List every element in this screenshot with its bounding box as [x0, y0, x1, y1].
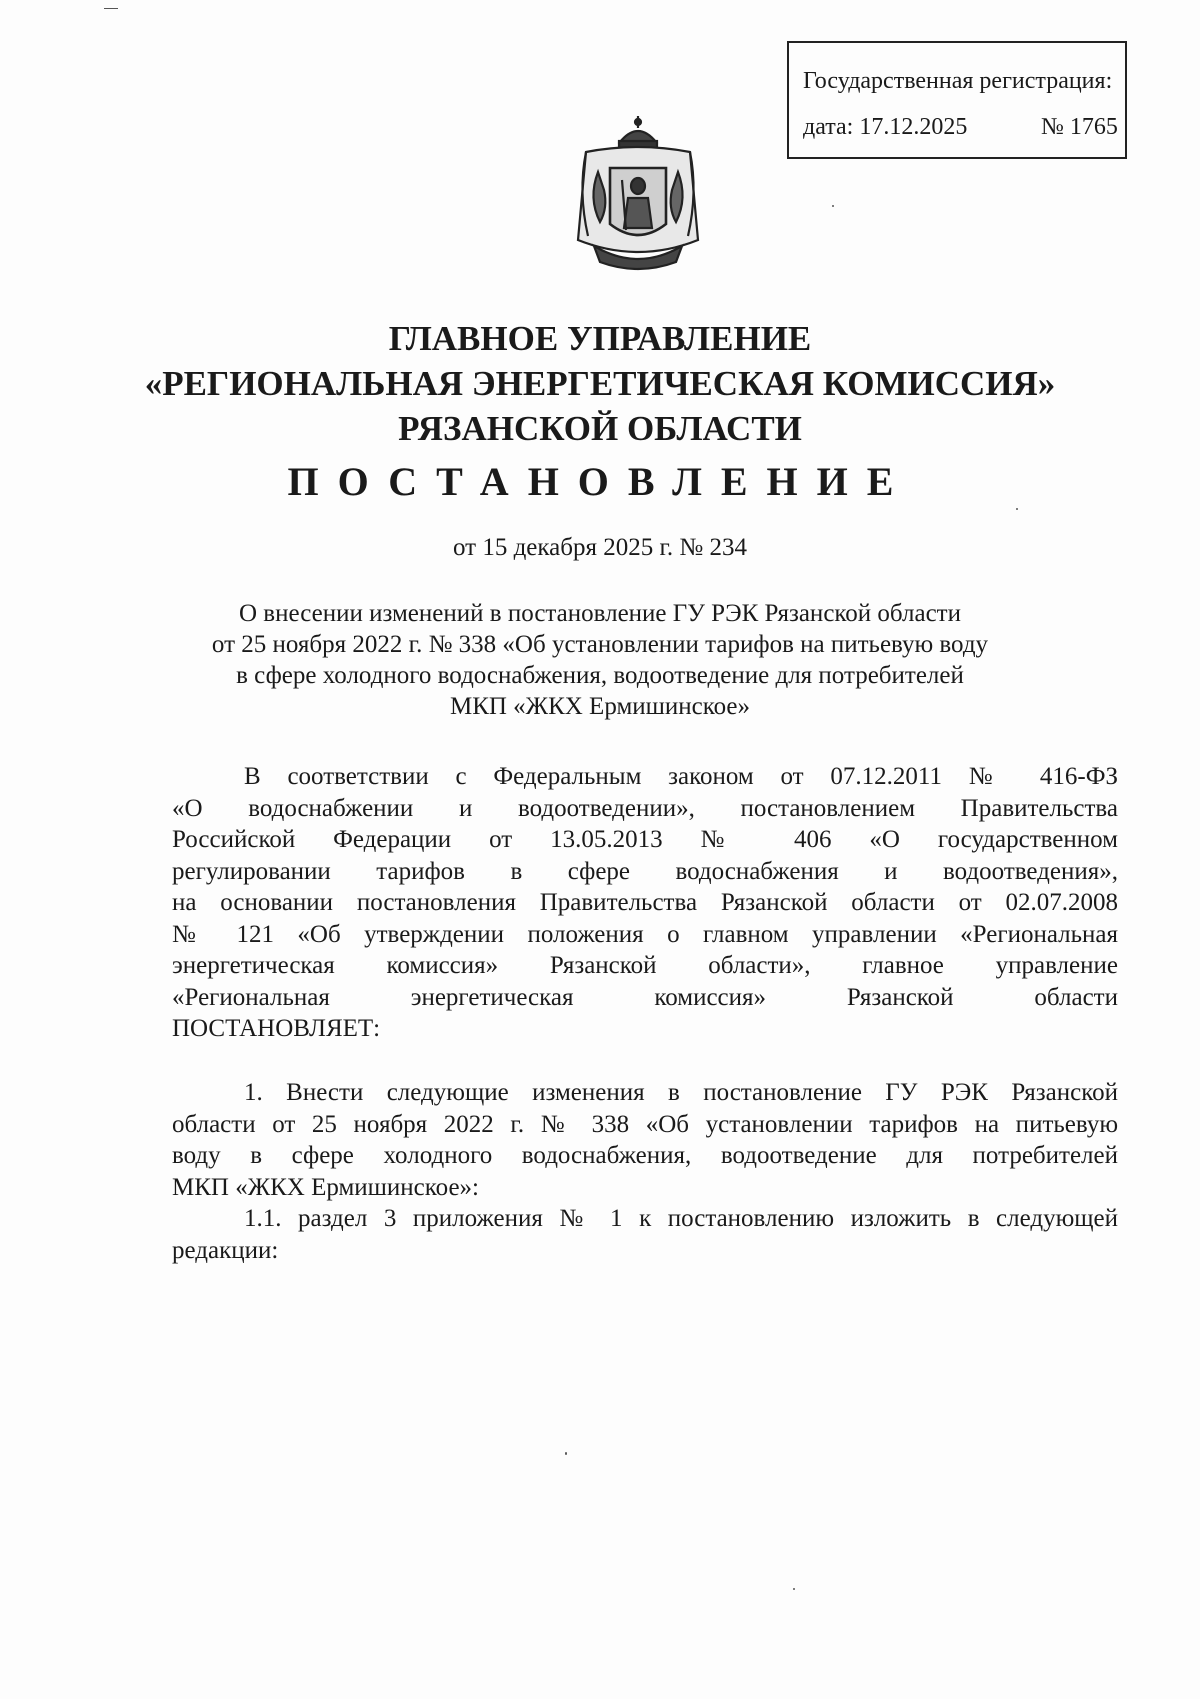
registration-date: дата: 17.12.2025: [803, 114, 968, 140]
scan-speck: [565, 1452, 567, 1455]
document-subject: [0, 598, 1200, 722]
preamble-paragraph: [172, 761, 1118, 1045]
paragraph-line: регулировании тарифов в сфере водоснабжения и водоотведения»,: [172, 857, 1118, 885]
paragraph-line: «О водоснабжении и водоотведении», постановлением Правительства: [172, 794, 1118, 822]
organization-header: [0, 316, 1200, 451]
scan-speck: [104, 8, 118, 9]
item-1-1-paragraph: [172, 1203, 1118, 1266]
document-date-number: от 15 декабря 2025 г. № 234: [452, 534, 748, 561]
header-line-3: РЯЗАНСКОЙ ОБЛАСТИ: [398, 409, 802, 448]
coat-of-arms-icon: [564, 112, 712, 276]
scan-speck: [832, 205, 834, 207]
paragraph-line: Российской Федерации от 13.05.2013 № 406 «О государственном: [172, 826, 1118, 853]
paragraph-line: воду в сфере холодного водоснабжения, водоотведение для потребителей: [172, 1142, 1118, 1169]
scan-speck: [1016, 508, 1018, 510]
paragraph-line: ПОСТАНОВЛЯЕТ:: [172, 1015, 381, 1042]
paragraph-line: области от 25 ноября 2022 г. № 338 «Об установлении тарифов на питьевую: [172, 1110, 1118, 1138]
paragraph-line: редакции:: [172, 1236, 279, 1264]
header-line-2: «РЕГИОНАЛЬНАЯ ЭНЕРГЕТИЧЕСКАЯ КОМИССИЯ»: [144, 364, 1056, 403]
subject-line: от 25 ноября 2022 г. № 338 «Об установлении тарифов на питьевую воду: [211, 631, 989, 658]
subject-line: МКП «ЖКХ Ермишинское»: [449, 693, 751, 720]
paragraph-line: 1. Внести следующие изменения в постановление ГУ РЭК Рязанской: [244, 1079, 1118, 1106]
subject-line: в сфере холодного водоснабжения, водоотведение для потребителей: [236, 662, 964, 689]
scan-speck: [793, 1588, 795, 1590]
subject-line: О внесении изменений в постановление ГУ РЭК Рязанской области: [239, 600, 961, 627]
paragraph-line: на основании постановления Правительства Рязанской области от 02.07.2008: [172, 889, 1118, 916]
paragraph-line: «Региональная энергетическая комиссия» Рязанской области: [172, 983, 1118, 1011]
registration-number: № 1765: [1041, 114, 1118, 140]
paragraph-line: № 121 «Об утверждении положения о главном управлении «Региональная: [172, 920, 1118, 948]
document-type-heading: ПОСТАНОВЛЕНИЕ: [287, 459, 913, 504]
registration-stamp: [787, 41, 1127, 159]
registration-title: Государственная регистрация:: [803, 68, 1113, 94]
paragraph-line: энергетическая комиссия» Рязанской области», главное управление: [172, 952, 1118, 979]
paragraph-line: 1.1. раздел 3 приложения № 1 к постановлению изложить в следующей: [244, 1205, 1118, 1232]
item-1-paragraph: [172, 1077, 1118, 1203]
paragraph-line: В соответствии с Федеральным законом от 07.12.2011 № 416-ФЗ: [244, 763, 1118, 790]
paragraph-line: МКП «ЖКХ Ермишинское»:: [172, 1173, 480, 1201]
header-line-1: ГЛАВНОЕ УПРАВЛЕНИЕ: [388, 319, 812, 358]
